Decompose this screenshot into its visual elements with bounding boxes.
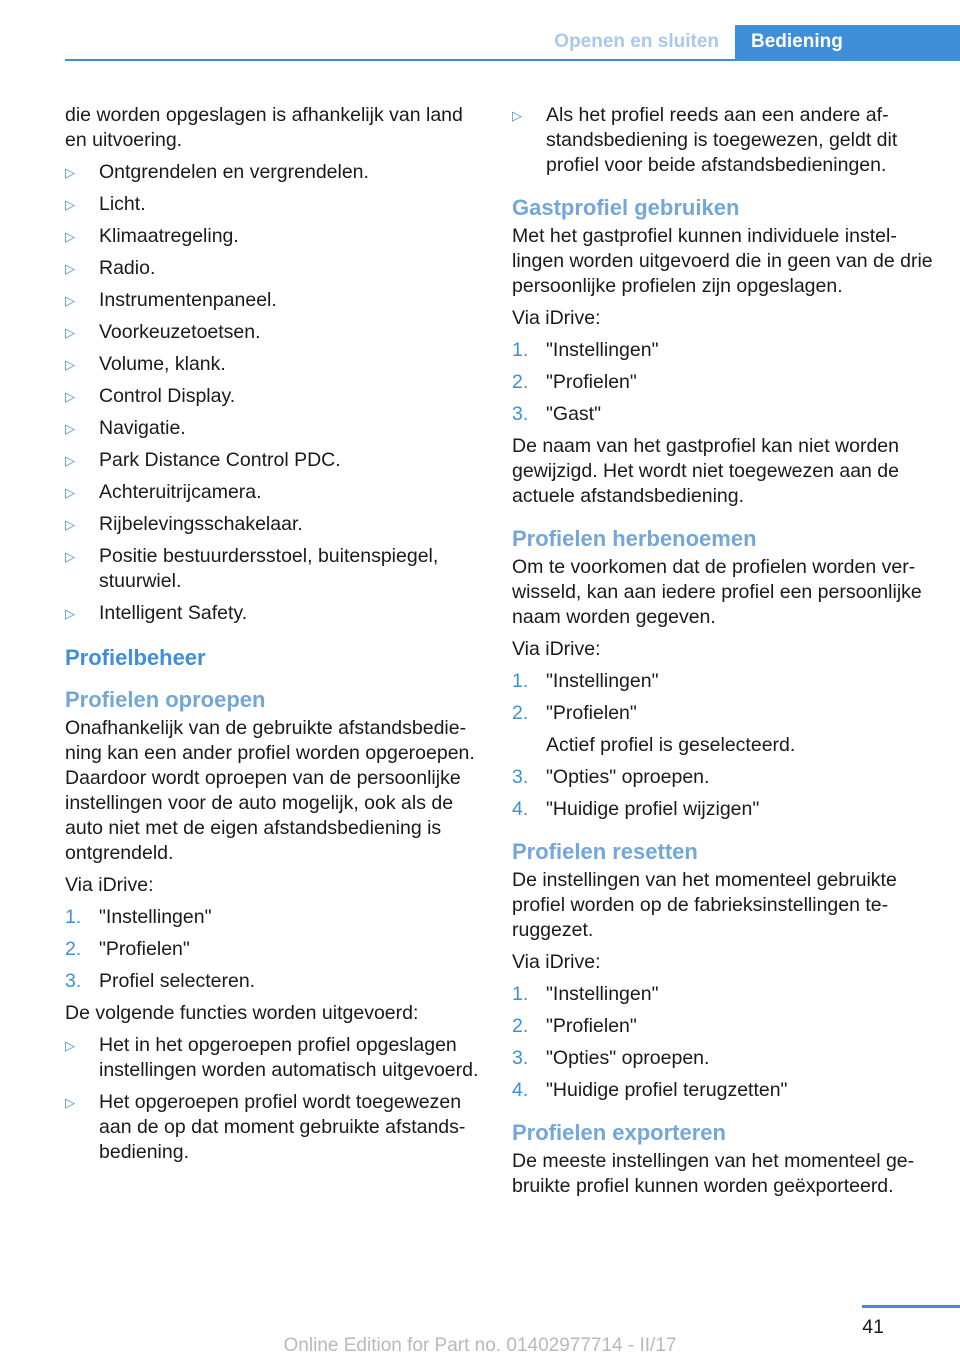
- functions-list: [65, 1033, 480, 1165]
- triangle-bullet-icon: ▷: [65, 389, 75, 404]
- list-item: ▷ Navigatie.: [65, 417, 186, 439]
- triangle-bullet-icon: ▷: [65, 325, 75, 340]
- step-item: 1. "Instellingen": [65, 906, 212, 928]
- triangle-bullet-icon: ▷: [65, 357, 75, 372]
- step-number: 4.: [512, 798, 529, 820]
- list-item: ▷ Intelligent Safety.: [65, 602, 248, 624]
- paragraph: Om te voorkomen dat de profielen worden verwisseld, kan aan iedere profiel een persoonlijke naam worden gegeven.: [512, 556, 922, 628]
- step-number: 4.: [512, 1079, 529, 1101]
- subsection-title-herbenoemen: Profielen herbenoemen: [512, 526, 757, 551]
- subsection-title-gastprofiel: Gastprofiel gebruiken: [512, 195, 740, 220]
- intro-text: die worden opgeslagen is afhankelijk van land en uitvoering.: [65, 104, 463, 151]
- page-header: [65, 25, 960, 61]
- list-item: ▷ Als het profiel reeds aan een andere afstandsbediening is toegewezen, geldt dit profiel voor beide afstandsbedieningen.: [512, 104, 898, 176]
- triangle-bullet-icon: ▷: [65, 453, 75, 468]
- list-item: ▷ Achteruitrijcamera.: [65, 481, 262, 503]
- steps-list: [65, 905, 480, 994]
- step-number: 3.: [512, 766, 529, 788]
- left-column: [65, 103, 480, 1172]
- triangle-bullet-icon: ▷: [65, 485, 75, 500]
- list-item: ▷ Ontgrendelen en vergrendelen.: [65, 161, 369, 183]
- triangle-bullet-icon: ▷: [65, 421, 75, 436]
- subsection-title-profielen-oproepen: Profielen oproepen: [65, 687, 266, 712]
- triangle-bullet-icon: ▷: [65, 549, 75, 564]
- list-item: ▷ Licht.: [65, 193, 146, 215]
- triangle-bullet-icon: ▷: [65, 1095, 75, 1110]
- step-number: 3.: [65, 970, 82, 992]
- step-item: 3. Profiel selecteren.: [65, 970, 256, 992]
- list-item: ▷ Klimaatregeling.: [65, 225, 239, 247]
- header-tabs: [554, 25, 960, 59]
- subsection-title-resetten: Profielen resetten: [512, 839, 698, 864]
- step-note: Actief profiel is geselecteerd.: [546, 734, 796, 756]
- step-number: 2.: [512, 1015, 529, 1037]
- list-item: ▷ Control Display.: [65, 385, 236, 407]
- list-item: ▷ Instrumentenpaneel.: [65, 289, 277, 311]
- triangle-bullet-icon: ▷: [65, 229, 75, 244]
- page-number-rule: [862, 1305, 960, 1308]
- step-item: 2. "Profielen" Actief profiel is geselecteerd.: [512, 701, 937, 758]
- step-number: 2.: [512, 371, 529, 393]
- triangle-bullet-icon: ▷: [65, 517, 75, 532]
- step-number: 1.: [65, 906, 82, 928]
- step-item: 2. "Profielen": [512, 1015, 637, 1037]
- triangle-bullet-icon: ▷: [65, 197, 75, 212]
- list-item: ▷ Voorkeuzetoetsen.: [65, 321, 261, 343]
- paragraph: De naam van het gastprofiel kan niet worden gewijzigd. Het wordt niet toegewezen aan de actuele afstandsbediening.: [512, 435, 899, 507]
- triangle-bullet-icon: ▷: [512, 108, 522, 123]
- via-idrive-label: Via iDrive:: [65, 874, 154, 896]
- via-idrive-label: Via iDrive:: [512, 638, 601, 660]
- paragraph: De meeste instellingen van het momenteel gebruikte profiel kunnen worden geëxporteerd.: [512, 1150, 915, 1197]
- right-column: [512, 103, 937, 1206]
- step-item: 1. "Instellingen": [512, 983, 659, 1005]
- paragraph: Met het gastprofiel kunnen individuele instellingen worden uitgevoerd die in geen van de drie persoonlijke profielen zijn opgeslagen.: [512, 225, 933, 297]
- steps-list: [512, 982, 937, 1103]
- step-item: 4. "Huidige profiel wijzigen": [512, 798, 760, 820]
- step-item: 3. "Opties" oproepen.: [512, 1047, 710, 1069]
- section-tab-openen-en-sluiten[interactable]: Openen en sluiten: [554, 31, 719, 52]
- profile-settings-list: [65, 160, 480, 626]
- step-item: 1. "Instellingen": [512, 670, 659, 692]
- step-number: 3.: [512, 1047, 529, 1069]
- step-item: 4. "Huidige profiel terugzetten": [512, 1079, 788, 1101]
- step-item: 3. "Opties" oproepen.: [512, 766, 710, 788]
- step-number: 3.: [512, 403, 529, 425]
- paragraph: Onafhankelijk van de gebruikte afstandsbediening kan een ander profiel worden opgeroepen. Daardoor wordt oproepen van de persoonlijke instellingen voor de auto mogelijk, ook als de auto niet met de eigen afstandsbediening is ontgrendeld.: [65, 717, 475, 864]
- list-item: ▷ Positie bestuurdersstoel, buitenspiegel, stuurwiel.: [65, 545, 439, 592]
- page-number: 41: [862, 1316, 884, 1338]
- paragraph: De instellingen van het momenteel gebruikte profiel worden op de fabrieksinstellingen teruggezet.: [512, 869, 897, 941]
- triangle-bullet-icon: ▷: [65, 261, 75, 276]
- step-item: 1. "Instellingen": [512, 339, 659, 361]
- triangle-bullet-icon: ▷: [65, 165, 75, 180]
- step-item: 2. "Profielen": [65, 938, 190, 960]
- paragraph: De volgende functies worden uitgevoerd:: [65, 1002, 419, 1024]
- subsection-title-exporteren: Profielen exporteren: [512, 1120, 726, 1145]
- step-number: 2.: [65, 938, 82, 960]
- triangle-bullet-icon: ▷: [65, 293, 75, 308]
- step-number: 2.: [512, 702, 529, 724]
- step-number: 1.: [512, 670, 529, 692]
- edition-footer: Online Edition for Part no. 01402977714 - II/17: [283, 1335, 677, 1356]
- list-item: ▷ Radio.: [65, 257, 156, 279]
- header-rule: [65, 59, 960, 61]
- step-number: 1.: [512, 339, 529, 361]
- triangle-bullet-icon: ▷: [65, 606, 75, 621]
- triangle-bullet-icon: ▷: [65, 1038, 75, 1053]
- section-tab-bediening[interactable]: Bediening: [735, 25, 960, 59]
- step-item: 2. "Profielen": [512, 371, 637, 393]
- steps-list: [512, 669, 937, 822]
- list-item: ▷ Rijbelevingsschakelaar.: [65, 513, 303, 535]
- list-item: ▷ Park Distance Control PDC.: [65, 449, 341, 471]
- steps-list: [512, 338, 937, 427]
- list-item: ▷ Het in het opgeroepen profiel opgeslagen instellingen worden automatisch uitgevoerd.: [65, 1034, 479, 1081]
- step-item: 3. "Gast": [512, 403, 602, 425]
- section-title-profielbeheer: Profielbeheer: [65, 645, 206, 670]
- via-idrive-label: Via iDrive:: [512, 307, 601, 329]
- list-item: ▷ Volume, klank.: [65, 353, 226, 375]
- continued-list: [512, 103, 937, 178]
- via-idrive-label: Via iDrive:: [512, 951, 601, 973]
- step-number: 1.: [512, 983, 529, 1005]
- list-item: ▷ Het opgeroepen profiel wordt toegewezen aan de op dat moment gebruikte afstandsbediening.: [65, 1091, 466, 1163]
